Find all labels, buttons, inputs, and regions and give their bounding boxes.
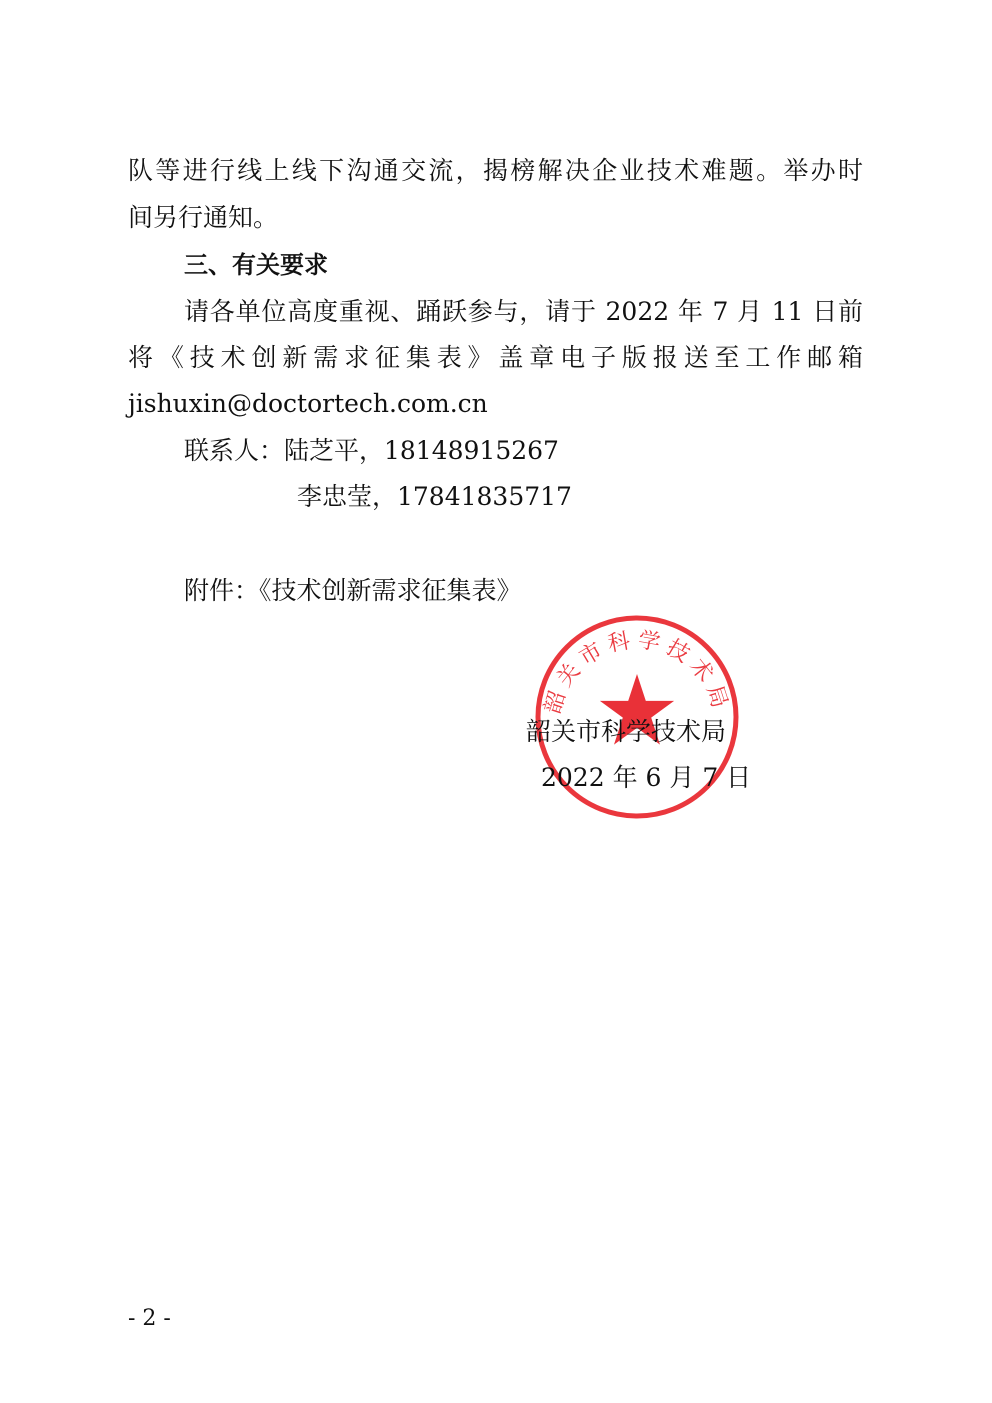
paragraph-line: 将《技术创新需求征集表》盖章电子版报送至工作邮箱 (128, 343, 863, 372)
section-heading: 三、有关要求 (184, 251, 328, 279)
paragraph-line: 队等进行线上线下沟通交流，揭榜解决企业技术难题。举办时 (128, 156, 863, 185)
signature-organization: 韶关市科学技术局 (526, 717, 727, 746)
signature-date: 2022 年 6 月 7 日 (541, 763, 752, 792)
attachment-line: 附件：《技术创新需求征集表》 (184, 576, 522, 605)
paragraph-line: 间另行通知。 (128, 203, 279, 232)
paragraph-line: 请各单位高度重视、踊跃参与，请于 2022 年 7 月 11 日前 (184, 297, 863, 326)
contact-line: 李忠莹，17841835717 (297, 482, 572, 511)
contact-line: 联系人：陆芝平，18148915267 (184, 436, 559, 465)
email-address: jishuxin@doctortech.com.cn (128, 389, 488, 418)
svg-text:韶关市科学技术局: 韶关市科学技术局 (540, 627, 734, 717)
page-number: - 2 - (128, 1306, 171, 1331)
